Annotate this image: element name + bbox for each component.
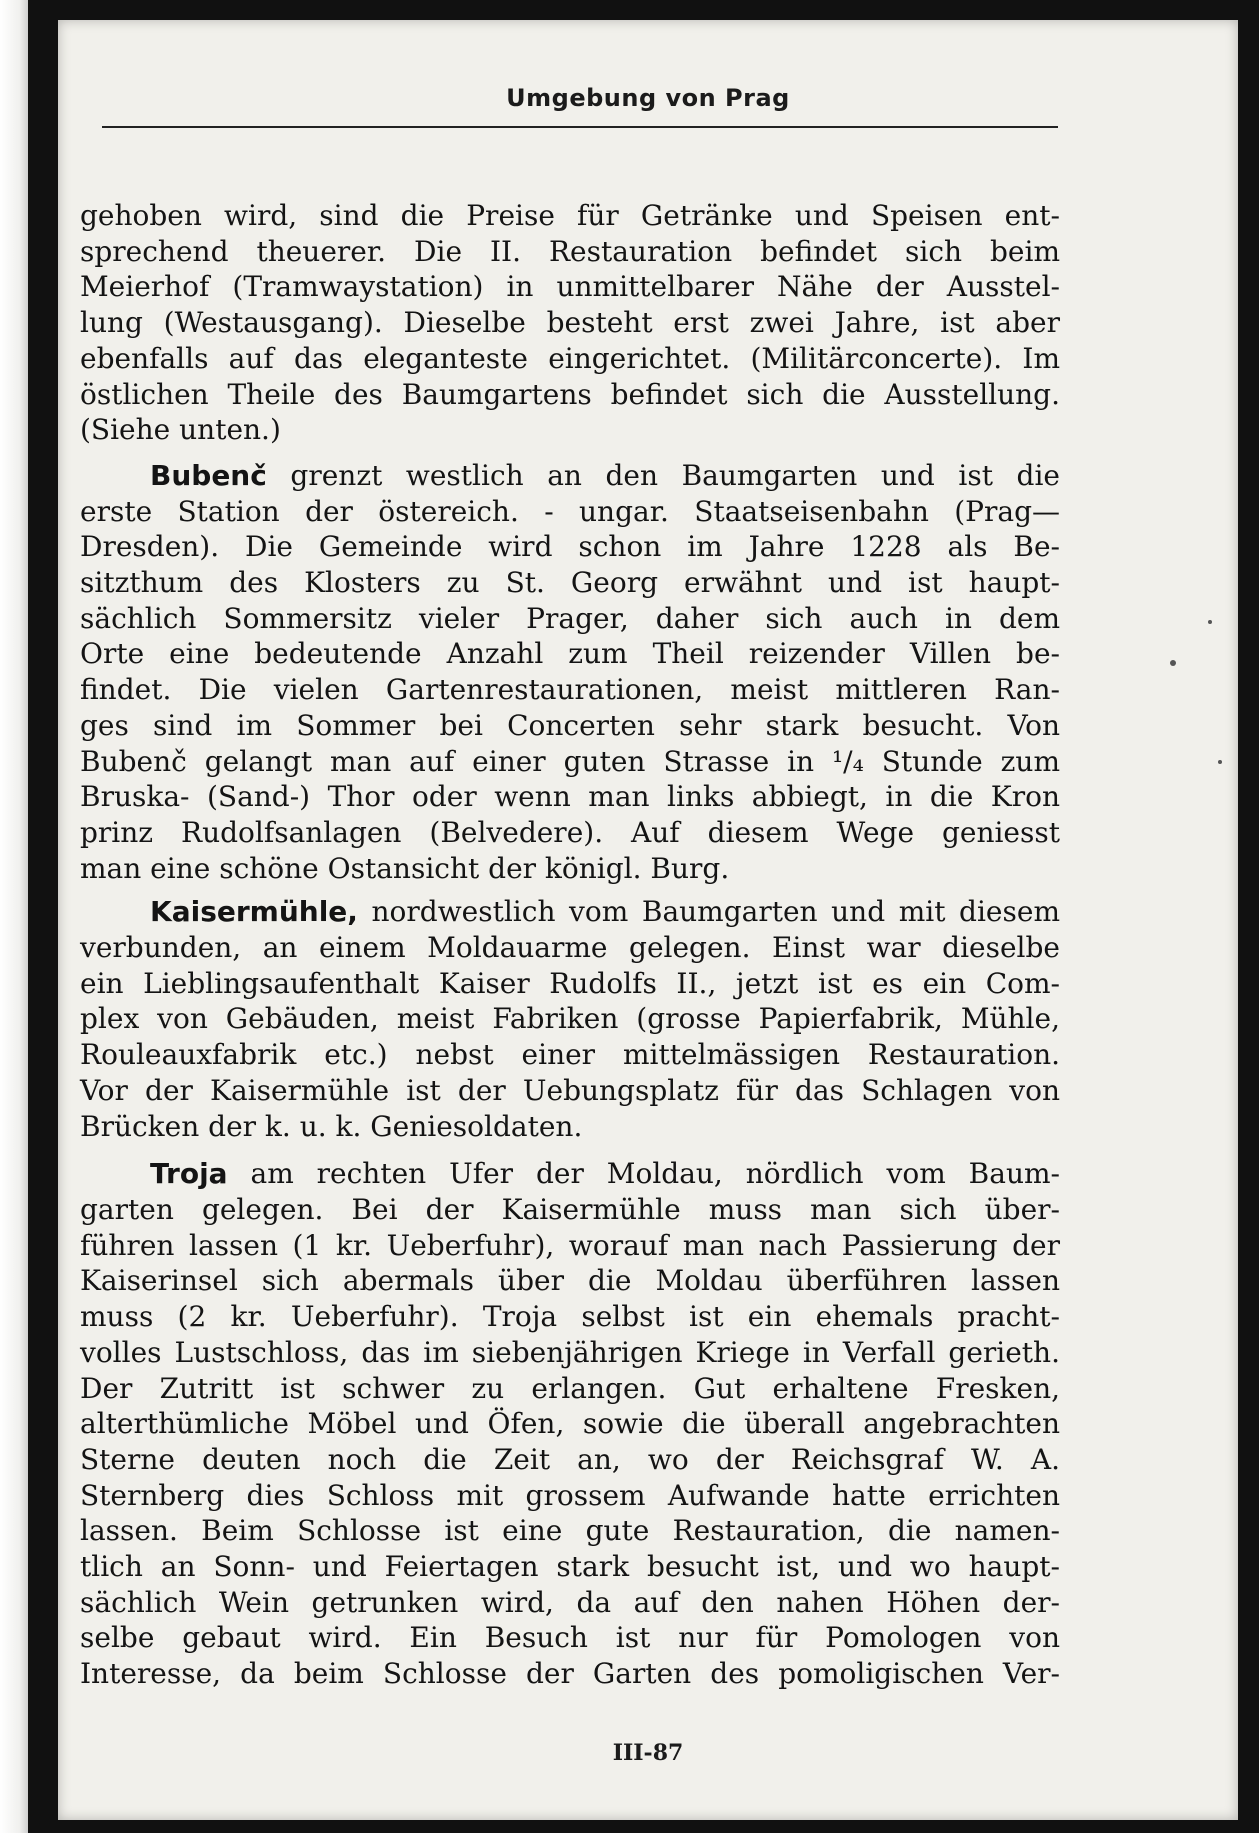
text-line: lassen. Beim Schlosse ist eine gute Restauration, die namen- xyxy=(80,1514,1060,1548)
text-line: gehoben wird, sind die Preise für Getränke und Speisen ent- xyxy=(80,199,1060,232)
text-line: ebenfalls auf das eleganteste eingerichtet. (Militärconcerte). Im xyxy=(80,341,1060,375)
text-line: selbe gebaut wird. Ein Besuch ist nur für Pomologen von xyxy=(80,1621,1060,1655)
text-line: östlichen Theile des Baumgartens befindet sich die Ausstellung. xyxy=(80,377,1060,411)
paragraph-continuation xyxy=(80,198,1060,448)
text-line: tlich an Sonn- und Feiertagen stark besucht ist, und wo haupt- xyxy=(80,1550,1060,1584)
scan-speck xyxy=(1170,660,1176,666)
text-line: sächlich Sommersitz vieler Prager, daher sich auch in dem xyxy=(80,601,1060,635)
text-line: Bruska- (Sand-) Thor oder wenn man links abbiegt, in die Kron xyxy=(80,780,1060,814)
running-header: Umgebung von Prag xyxy=(506,84,790,112)
text-line: Rouleauxfabrik etc.) nebst einer mittelmässigen Restauration. xyxy=(80,1038,1060,1072)
text-line: Vor der Kaisermühle ist der Uebungsplatz für das Schlagen von xyxy=(80,1073,1060,1107)
text-line: (Siehe unten.) xyxy=(80,413,281,447)
paragraph-troja xyxy=(80,1156,1060,1692)
text-fragment: nordwestlich vom Baumgarten und mit diesem xyxy=(357,895,1060,929)
text-line: Kaiserinsel sich abermals über die Moldau überführen lassen xyxy=(80,1264,1060,1298)
text-line: sprechend theuerer. Die II. Restauration befindet sich beim xyxy=(80,234,1060,268)
book-page xyxy=(58,20,1238,1820)
place-heading-troja: Troja xyxy=(150,1157,228,1191)
text-line: Orte eine bedeutende Anzahl zum Theil reizender Villen be- xyxy=(80,637,1060,671)
text-line: führen lassen (1 kr. Ueberfuhr), worauf man nach Passierung der xyxy=(80,1228,1060,1262)
text-line: ges sind im Sommer bei Concerten sehr stark besucht. Von xyxy=(80,708,1060,742)
paragraph-bubenc xyxy=(80,458,1060,886)
text-line: prinz Rudolfsanlagen (Belvedere). Auf diesem Wege geniesst xyxy=(80,815,1060,849)
body-text xyxy=(80,198,1060,1692)
text-fragment: am rechten Ufer der Moldau, nördlich vom Baum- xyxy=(227,1157,1060,1191)
text-line: man eine schöne Ostansicht der königl. Burg. xyxy=(80,851,730,885)
text-line: Dresden). Die Gemeinde wird schon im Jahre 1228 als Be- xyxy=(80,530,1060,564)
scan-speck xyxy=(1218,760,1222,764)
text-line xyxy=(80,458,1060,494)
text-line: Der Zutritt ist schwer zu erlangen. Gut erhaltene Fresken, xyxy=(80,1371,1060,1405)
text-line: Sterne deuten noch die Zeit an, wo der Reichsgraf W. A. xyxy=(80,1442,1060,1476)
paragraph-kaisermuehle xyxy=(80,894,1060,1144)
text-line: Bubenč gelangt man auf einer guten Strasse in ¹/₄ Stunde zum xyxy=(80,744,1060,778)
text-line: Sternberg dies Schloss mit grossem Aufwande hatte errichten xyxy=(80,1478,1060,1512)
text-line: alterthümliche Möbel und Öfen, sowie die überall angebrachten xyxy=(80,1407,1060,1441)
text-fragment: grenzt westlich an den Baumgarten und ist die xyxy=(266,458,1060,492)
adjacent-page-edge xyxy=(0,0,28,1833)
text-line: Meierhof (Tramwaystation) in unmittelbarer Nähe der Ausstel- xyxy=(80,270,1060,304)
text-line: sitzthum des Klosters zu St. Georg erwähnt und ist haupt- xyxy=(80,566,1060,600)
text-line: sächlich Wein getrunken wird, da auf den nahen Höhen der- xyxy=(80,1585,1060,1619)
scan-speck xyxy=(1208,620,1212,624)
page-number: III-87 xyxy=(612,1740,684,1766)
header-rule xyxy=(102,126,1058,128)
text-line: erste Station der östereich. - ungar. Staatseisenbahn (Prag— xyxy=(80,494,1060,528)
text-line: findet. Die vielen Gartenrestaurationen, meist mittleren Ran- xyxy=(80,673,1060,707)
text-line xyxy=(80,894,1060,930)
text-line: verbunden, an einem Moldauarme gelegen. Einst war dieselbe xyxy=(80,931,1060,965)
text-line: ein Lieblingsaufenthalt Kaiser Rudolfs II., jetzt ist es ein Com- xyxy=(80,966,1060,1000)
text-line: muss (2 kr. Ueberfuhr). Troja selbst ist ein ehemals pracht- xyxy=(80,1300,1060,1334)
place-heading-bubenc: Bubenč xyxy=(150,458,267,492)
text-line xyxy=(80,1156,1060,1192)
place-heading-kaisermuehle: Kaisermühle, xyxy=(150,895,358,929)
text-line: Brücken der k. u. k. Geniesoldaten. xyxy=(80,1109,583,1143)
text-line: plex von Gebäuden, meist Fabriken (grosse Papierfabrik, Mühle, xyxy=(80,1002,1060,1036)
text-line: volles Lustschloss, das im siebenjährigen Kriege in Verfall gerieth. xyxy=(80,1335,1060,1369)
text-line: garten gelegen. Bei der Kaisermühle muss man sich über- xyxy=(80,1192,1060,1226)
text-line: Interesse, da beim Schlosse der Garten des pomoligischen Ver- xyxy=(80,1657,1060,1691)
text-line: lung (Westausgang). Dieselbe besteht erst zwei Jahre, ist aber xyxy=(80,306,1060,340)
